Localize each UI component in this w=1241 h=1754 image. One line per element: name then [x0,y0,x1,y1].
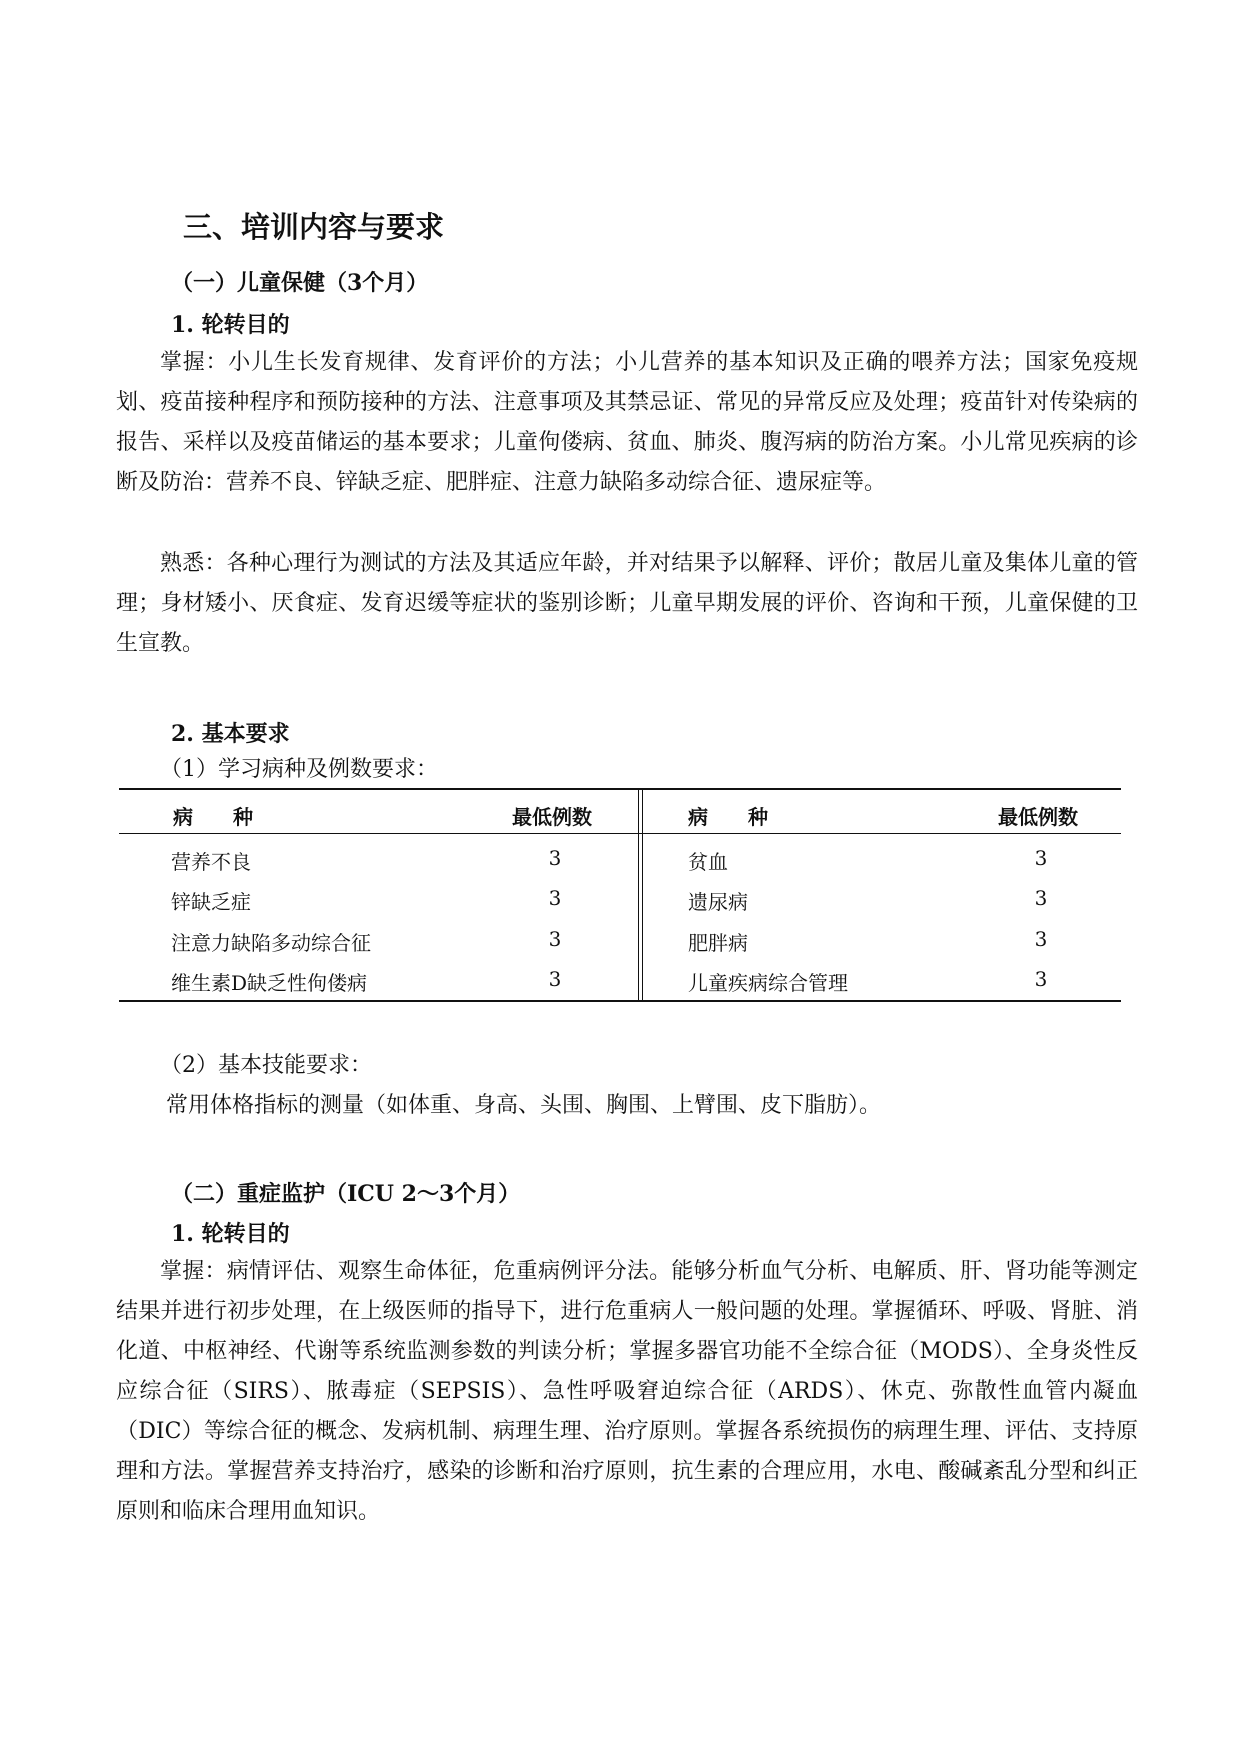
header-min-left: 最低例数 [512,805,592,829]
header-min-right: 最低例数 [998,805,1078,829]
header-disease-right: 病 种 [688,805,768,829]
table-bottom-rule [119,1000,1121,1002]
table-row-left-1-count: 3 [548,846,562,870]
table-row-right-1-count: 3 [1034,846,1048,870]
part2-master-paragraph: 掌握：病情评估、观察生命体征，危重病例评分法。能够分析血气分析、电解质、肝、肾功能等测定结果并进行初步处理，在上级医师的指导下，进行危重病人一般问题的处理。掌握循环、呼吸、肾脏、消化道、中枢神经、代谢等系统监测参数的判读分析；掌握多器官功能不全综合征（MODS）、全身炎性反应综合征（SIRS）、脓毒症（SEPSIS）、急性呼吸窘迫综合征（ARDS）、休克、弥散性血管内凝血（DIC）等综合征的概念、发病机制、病理生理、治疗原则。掌握各系统损伤的病理生理、评估、支持原理和方法。掌握营养支持治疗，感染的诊断和治疗原则，抗生素的合理应用，水电、酸碱紊乱分型和纠正原则和临床合理用血知识。 [116,1259,1138,1524]
part1-title: （一）儿童保健（3个月） [171,270,429,296]
table-row-right-1-name: 贫血 [688,850,728,874]
table-row-right-3-count: 3 [1034,927,1048,951]
skills-text: 常用体格指标的测量（如体重、身高、头围、胸围、上臂围、皮下脂肪）。 [166,1093,882,1118]
table-row-right-4-name: 儿童疾病综合管理 [688,971,848,995]
part2-title: （二）重症监护（ICU 2～3个月） [171,1181,521,1207]
part1-requirements-heading: 2. 基本要求 [171,721,290,747]
table-row-right-4-count: 3 [1034,967,1048,991]
table-row-left-4-count: 3 [548,967,562,991]
part1-familiar-paragraph: 熟悉：各种心理行为测试的方法及其适应年龄，并对结果予以解释、评价；散居儿童及集体儿童的管理；身材矮小、厌食症、发育迟缓等症状的鉴别诊断；儿童早期发展的评价、咨询和干预，儿童保健的卫生宣教。 [116,551,1138,656]
section-title: 三、培训内容与要求 [183,210,445,244]
table-divider-left [638,788,639,1001]
cases-heading: （1）学习病种及例数要求： [160,757,438,782]
part2-objective-heading: 1. 轮转目的 [171,1221,290,1247]
header-disease-left: 病 种 [173,805,253,829]
table-row-left-3-name: 注意力缺陷多动综合征 [171,931,371,955]
table-row-right-3-name: 肥胖病 [688,931,748,955]
table-row-left-4-name: 维生素D缺乏性佝偻病 [171,971,368,995]
table-divider-right [642,788,643,1001]
table-row-left-2-count: 3 [548,886,562,910]
table-top-rule [119,788,1121,790]
table-row-left-3-count: 3 [548,927,562,951]
table-row-right-2-name: 遗尿病 [688,890,748,914]
part1-master-paragraph: 掌握：小儿生长发育规律、发育评价的方法；小儿营养的基本知识及正确的喂养方法；国家免疫规划、疫苗接种程序和预防接种的方法、注意事项及其禁忌证、常见的异常反应及处理；疫苗针对传染病的报告、采样以及疫苗储运的基本要求；儿童佝偻病、贫血、肺炎、腹泻病的防治方案。小儿常见疾病的诊断及防治：营养不良、锌缺乏症、肥胖症、注意力缺陷多动综合征、遗尿症等。 [116,350,1138,495]
table-row-left-2-name: 锌缺乏症 [171,890,251,914]
table-row-right-2-count: 3 [1034,886,1048,910]
table-row-left-1-name: 营养不良 [171,850,251,874]
part1-objective-heading: 1. 轮转目的 [171,312,290,338]
table-header-rule [119,833,1121,834]
skills-heading: （2）基本技能要求： [160,1053,372,1078]
